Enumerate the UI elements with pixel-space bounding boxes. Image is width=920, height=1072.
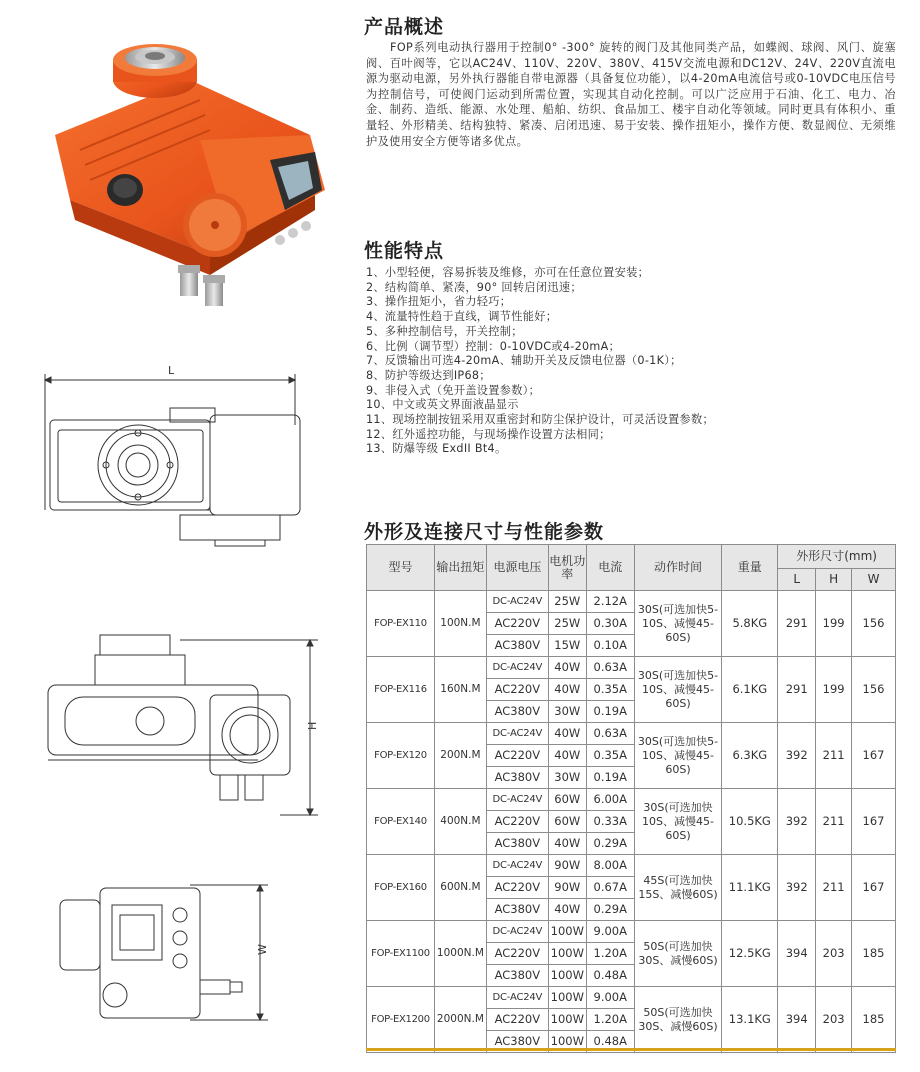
cell-action-time: 50S(可选加快30S、减慢60S) xyxy=(634,921,722,987)
cell-dim-W: 185 xyxy=(852,987,896,1053)
specs-title: 外形及连接尺寸与性能参数 xyxy=(364,521,605,543)
cell-power: 100W xyxy=(548,921,586,943)
cell-dim-W: 185 xyxy=(852,921,896,987)
feature-item: 8、防护等级达到IP68； xyxy=(366,368,491,382)
cell-current: 1.20A xyxy=(586,1009,634,1031)
feature-item: 3、操作扭矩小，省力轻巧； xyxy=(366,295,512,309)
table-row xyxy=(367,789,896,811)
cell-power: 25W xyxy=(548,591,586,613)
cell-dim-W: 167 xyxy=(852,855,896,921)
front-view-drawing xyxy=(40,360,320,550)
cell-voltage: AC380V xyxy=(486,1031,548,1053)
cell-current: 0.35A xyxy=(586,679,634,701)
cell-power: 40W xyxy=(548,679,586,701)
cell-current: 0.48A xyxy=(586,965,634,987)
cell-torque: 160N.M xyxy=(434,657,486,723)
cell-dim-W: 167 xyxy=(852,789,896,855)
cell-dim-W: 156 xyxy=(852,657,896,723)
cell-current: 1.20A xyxy=(586,943,634,965)
feature-item: 10、中文或英文界面液晶显示 xyxy=(366,398,519,412)
cell-dim-L: 392 xyxy=(778,789,816,855)
cell-voltage: AC220V xyxy=(486,679,548,701)
cell-weight: 11.1KG xyxy=(722,855,778,921)
cell-current: 0.10A xyxy=(586,635,634,657)
overview-title: 产品概述 xyxy=(364,16,445,38)
bottom-accent-line xyxy=(366,1048,896,1051)
cell-weight: 6.3KG xyxy=(722,723,778,789)
cell-current: 0.29A xyxy=(586,833,634,855)
cell-action-time: 30S(可选加快5-10S、减慢45-60S) xyxy=(634,723,722,789)
header-time: 动作时间 xyxy=(634,545,722,591)
cell-current: 0.19A xyxy=(586,701,634,723)
cell-power: 40W xyxy=(548,745,586,767)
feature-item: 13、防爆等级 ExdII Bt4。 xyxy=(366,442,507,456)
top-view-drawing xyxy=(40,880,310,1030)
cell-dim-H: 199 xyxy=(816,657,852,723)
cell-voltage: DC-AC24V xyxy=(486,723,548,745)
cell-dim-L: 394 xyxy=(778,987,816,1053)
cell-torque: 400N.M xyxy=(434,789,486,855)
cell-action-time: 45S(可选加快15S、减慢60S) xyxy=(634,855,722,921)
cell-current: 0.29A xyxy=(586,899,634,921)
cell-torque: 100N.M xyxy=(434,591,486,657)
cell-power: 100W xyxy=(548,1009,586,1031)
header-torque: 输出扭矩 xyxy=(434,545,486,591)
cell-current: 0.67A xyxy=(586,877,634,899)
cell-dim-L: 291 xyxy=(778,591,816,657)
cell-power: 40W xyxy=(548,657,586,679)
cell-weight: 13.1KG xyxy=(722,987,778,1053)
cell-current: 0.19A xyxy=(586,767,634,789)
cell-action-time: 30S(可选加快5-10S、减慢45-60S) xyxy=(634,657,722,723)
cell-torque: 1000N.M xyxy=(434,921,486,987)
cell-model: FOP-EX1200 xyxy=(367,987,435,1053)
dim-L-label: L xyxy=(168,364,175,377)
cell-power: 25W xyxy=(548,613,586,635)
cell-action-time: 30S(可选加快10S、减慢45-60S) xyxy=(634,789,722,855)
header-current: 电流 xyxy=(586,545,634,591)
cell-power: 100W xyxy=(548,943,586,965)
product-photo xyxy=(40,40,340,320)
spec-table-body xyxy=(367,591,896,1053)
cell-dim-L: 392 xyxy=(778,723,816,789)
header-model: 型号 xyxy=(367,545,435,591)
cell-voltage: DC-AC24V xyxy=(486,987,548,1009)
cell-dim-H: 211 xyxy=(816,723,852,789)
cell-power: 60W xyxy=(548,811,586,833)
cell-power: 40W xyxy=(548,833,586,855)
cell-dim-W: 156 xyxy=(852,591,896,657)
table-row xyxy=(367,855,896,877)
cell-current: 0.33A xyxy=(586,811,634,833)
cell-voltage: AC380V xyxy=(486,833,548,855)
cell-model: FOP-EX120 xyxy=(367,723,435,789)
feature-item: 6、比例（调节型）控制：0-10VDC或4-20mA； xyxy=(366,339,621,353)
cell-voltage: AC220V xyxy=(486,1009,548,1031)
feature-item: 4、流量特性趋于直线，调节性能好； xyxy=(366,310,558,324)
feature-item: 2、结构简单、紧凑，90° 回转启闭迅速； xyxy=(366,280,582,294)
cell-current: 0.48A xyxy=(586,1031,634,1053)
cell-dim-L: 394 xyxy=(778,921,816,987)
cell-voltage: AC220V xyxy=(486,877,548,899)
table-row xyxy=(367,987,896,1009)
cell-torque: 200N.M xyxy=(434,723,486,789)
table-row xyxy=(367,657,896,679)
cell-weight: 10.5KG xyxy=(722,789,778,855)
cell-current: 8.00A xyxy=(586,855,634,877)
cell-voltage: DC-AC24V xyxy=(486,855,548,877)
cell-current: 6.00A xyxy=(586,789,634,811)
cell-action-time: 30S(可选加快5-10S、减慢45-60S) xyxy=(634,591,722,657)
cell-voltage: DC-AC24V xyxy=(486,921,548,943)
header-weight: 重量 xyxy=(722,545,778,591)
cell-voltage: AC220V xyxy=(486,613,548,635)
cell-voltage: AC220V xyxy=(486,943,548,965)
dim-H-label: H xyxy=(306,721,319,730)
cell-current: 0.63A xyxy=(586,723,634,745)
cell-dim-H: 211 xyxy=(816,855,852,921)
cell-model: FOP-EX1100 xyxy=(367,921,435,987)
cell-model: FOP-EX160 xyxy=(367,855,435,921)
feature-item: 7、反馈输出可选4-20mA、辅助开关及反馈电位器（0-1K）； xyxy=(366,354,682,368)
cell-dim-H: 211 xyxy=(816,789,852,855)
cell-dim-L: 291 xyxy=(778,657,816,723)
cell-voltage: AC380V xyxy=(486,899,548,921)
cell-dim-H: 199 xyxy=(816,591,852,657)
cell-voltage: AC220V xyxy=(486,811,548,833)
features-title: 性能特点 xyxy=(364,240,445,262)
cell-dim-W: 167 xyxy=(852,723,896,789)
feature-item: 5、多种控制信号，开关控制； xyxy=(366,324,523,338)
dim-W-label: W xyxy=(256,944,269,955)
cell-voltage: AC380V xyxy=(486,635,548,657)
header-voltage: 电源电压 xyxy=(486,545,548,591)
cell-dim-H: 203 xyxy=(816,987,852,1053)
spec-table xyxy=(366,544,896,1053)
cell-model: FOP-EX110 xyxy=(367,591,435,657)
cell-dim-L: 392 xyxy=(778,855,816,921)
table-row xyxy=(367,723,896,745)
header-power: 电机功率 xyxy=(548,545,586,591)
features-list xyxy=(366,266,896,457)
overview-text: FOP系列电动执行器用于控制0° -300° 旋转的阀门及其他同类产品，如蝶阀、球阀、风门、旋塞阀、百叶阀等，它以AC24V、110V、220V、380V、415V交流电源和DC12V、24V、220V直流电源为驱动电源，另外执行器能自带电源器（具备复位功能），以4-20mA电流信号或0-10VDC电压信号为控制信号，可使阀门运动到所需位置，实现其自动化控制。可以广泛应用于石油、化工、电力、冶金、制药、造纸、能源、水处理、船舶、纺织、食品加工、楼宇自动化等领域。同时更具有体积小、重量轻、外形精美、结构独特、紧凑、启闭迅速、易于安装、操作扭矩小，操作方便、数显阀位、无须维护及使用安全方便等诸多优点。 xyxy=(366,41,896,148)
cell-current: 2.12A xyxy=(586,591,634,613)
cell-voltage: DC-AC24V xyxy=(486,789,548,811)
header-H: H xyxy=(816,569,852,591)
header-dims: 外形尺寸(mm) xyxy=(778,545,896,569)
cell-power: 30W xyxy=(548,701,586,723)
feature-item: 9、非侵入式（免开盖设置参数）； xyxy=(366,383,541,397)
cell-voltage: AC380V xyxy=(486,965,548,987)
feature-item: 11、现场控制按钮采用双重密封和防尘保护设计，可灵活设置参数； xyxy=(366,413,714,427)
header-W: W xyxy=(852,569,896,591)
feature-item: 1、小型轻便，容易拆装及维修，亦可在任意位置安装； xyxy=(366,266,650,279)
side-view-drawing xyxy=(40,625,330,825)
cell-current: 0.35A xyxy=(586,745,634,767)
feature-item: 12、红外遥控功能，与现场操作设置方法相同； xyxy=(366,427,611,441)
cell-weight: 6.1KG xyxy=(722,657,778,723)
cell-power: 60W xyxy=(548,789,586,811)
table-row xyxy=(367,591,896,613)
cell-current: 9.00A xyxy=(586,987,634,1009)
cell-power: 90W xyxy=(548,855,586,877)
cell-torque: 2000N.M xyxy=(434,987,486,1053)
header-L: L xyxy=(778,569,816,591)
cell-power: 100W xyxy=(548,987,586,1009)
table-row xyxy=(367,921,896,943)
cell-model: FOP-EX140 xyxy=(367,789,435,855)
cell-power: 40W xyxy=(548,899,586,921)
cell-current: 0.30A xyxy=(586,613,634,635)
cell-weight: 12.5KG xyxy=(722,921,778,987)
cell-power: 15W xyxy=(548,635,586,657)
cell-power: 100W xyxy=(548,965,586,987)
cell-dim-H: 203 xyxy=(816,921,852,987)
cell-model: FOP-EX116 xyxy=(367,657,435,723)
cell-torque: 600N.M xyxy=(434,855,486,921)
cell-action-time: 50S(可选加快30S、减慢60S) xyxy=(634,987,722,1053)
cell-current: 0.63A xyxy=(586,657,634,679)
cell-voltage: DC-AC24V xyxy=(486,591,548,613)
cell-current: 9.00A xyxy=(586,921,634,943)
cell-power: 40W xyxy=(548,723,586,745)
cell-voltage: AC220V xyxy=(486,745,548,767)
cell-power: 90W xyxy=(548,877,586,899)
cell-power: 100W xyxy=(548,1031,586,1053)
cell-voltage: DC-AC24V xyxy=(486,657,548,679)
cell-weight: 5.8KG xyxy=(722,591,778,657)
cell-voltage: AC380V xyxy=(486,701,548,723)
cell-voltage: AC380V xyxy=(486,767,548,789)
cell-power: 30W xyxy=(548,767,586,789)
